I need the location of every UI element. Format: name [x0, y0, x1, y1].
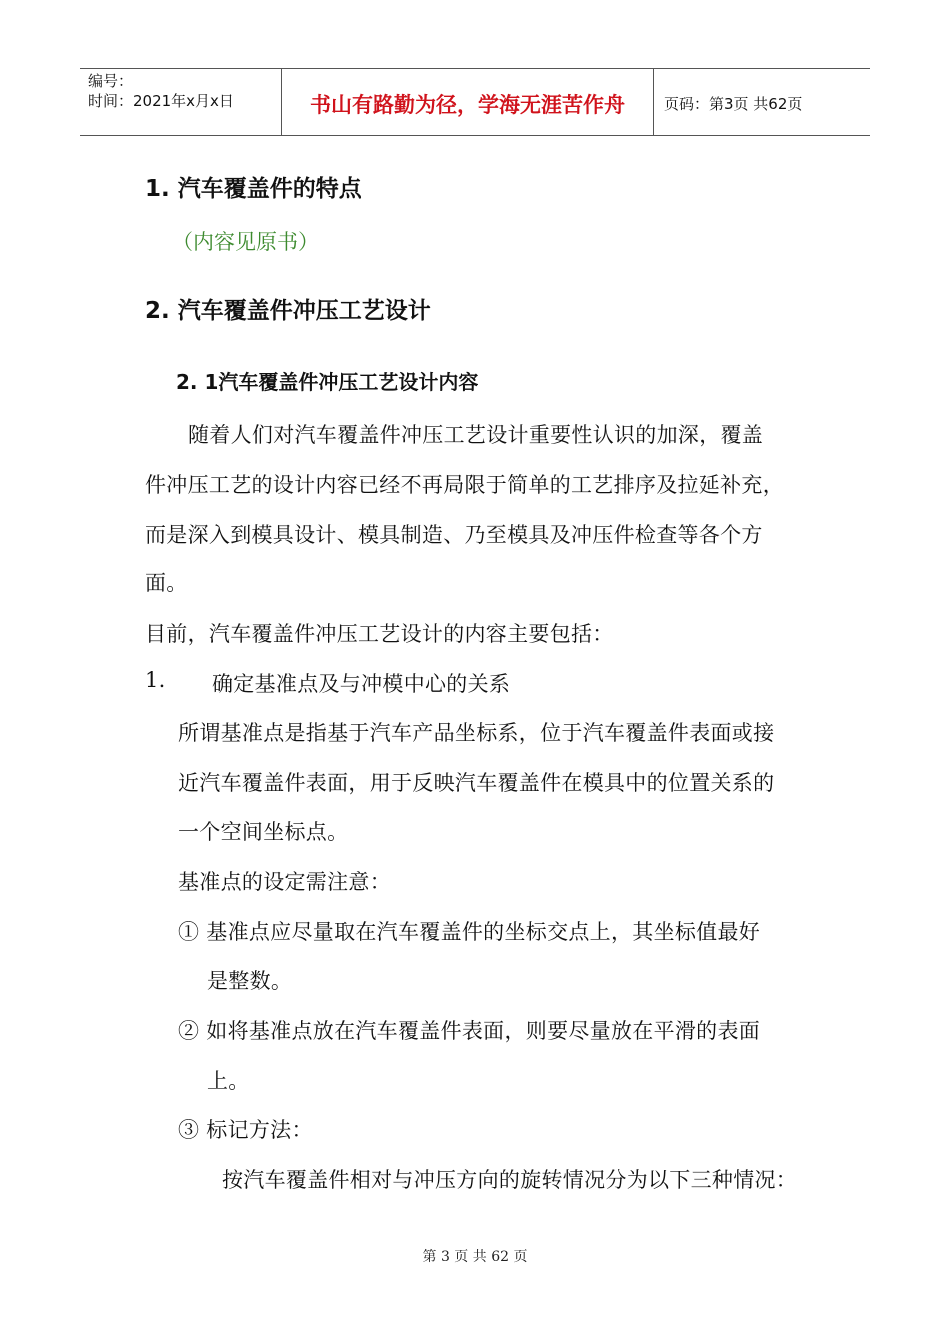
paragraph-1-line-1: 随着人们对汽车覆盖件冲压工艺设计重要性认识的加深，覆盖 [188, 423, 764, 447]
paragraph-3-line-3: 一个空间坐标点。 [178, 820, 349, 844]
section-2-title: 2. 汽车覆盖件冲压工艺设计 [145, 298, 431, 324]
header-meta [80, 69, 282, 135]
paragraph-2: 目前，汽车覆盖件冲压工艺设计的内容主要包括： [145, 622, 614, 646]
note-2-line-1: ② 如将基准点放在汽车覆盖件表面，则要尽量放在平滑的表面 [178, 1019, 761, 1043]
paragraph-1-line-4: 面。 [145, 571, 188, 595]
paragraph-4: 基准点的设定需注意： [178, 870, 391, 894]
paragraph-1-line-3: 而是深入到模具设计、模具制造、乃至模具及冲压件检查等各个方 [145, 523, 763, 547]
paragraph-5: 按汽车覆盖件相对与冲压方向的旋转情况分为以下三种情况： [222, 1168, 798, 1192]
document-number-label: 编号： [88, 72, 134, 90]
note-3: ③ 标记方法： [178, 1118, 313, 1142]
paragraph-1-line-2: 件冲压工艺的设计内容已经不再局限于简单的工艺排序及拉延补充， [145, 473, 784, 497]
note-1-line-1: ① 基准点应尽量取在汽车覆盖件的坐标交点上，其坐标值最好 [178, 920, 761, 944]
paragraph-3-line-1: 所谓基准点是指基于汽车产品坐标系，位于汽车覆盖件表面或接 [178, 721, 775, 745]
list-item-1-number: 1. [145, 668, 166, 692]
section-1-title: 1. 汽车覆盖件的特点 [145, 176, 362, 202]
note-1-line-2: 是整数。 [207, 969, 293, 993]
header-motto: 书山有路勤为径，学海无涯苦作舟 [282, 69, 654, 135]
page-footer: 第 3 页 共 62 页 [422, 1249, 528, 1265]
list-item-1-text: 确定基准点及与冲模中心的关系 [212, 672, 511, 696]
section-1-note: （内容见原书） [172, 230, 319, 254]
page-header [80, 68, 870, 136]
paragraph-3-line-2: 近汽车覆盖件表面，用于反映汽车覆盖件在模具中的位置关系的 [178, 771, 775, 795]
section-2-1-title: 2. 1汽车覆盖件冲压工艺设计内容 [176, 370, 479, 394]
header-page-info: 页码：第3页 共62页 [664, 94, 803, 113]
note-2-line-2: 上。 [207, 1069, 250, 1093]
document-date: 时间：2021年x月x日 [88, 92, 234, 110]
